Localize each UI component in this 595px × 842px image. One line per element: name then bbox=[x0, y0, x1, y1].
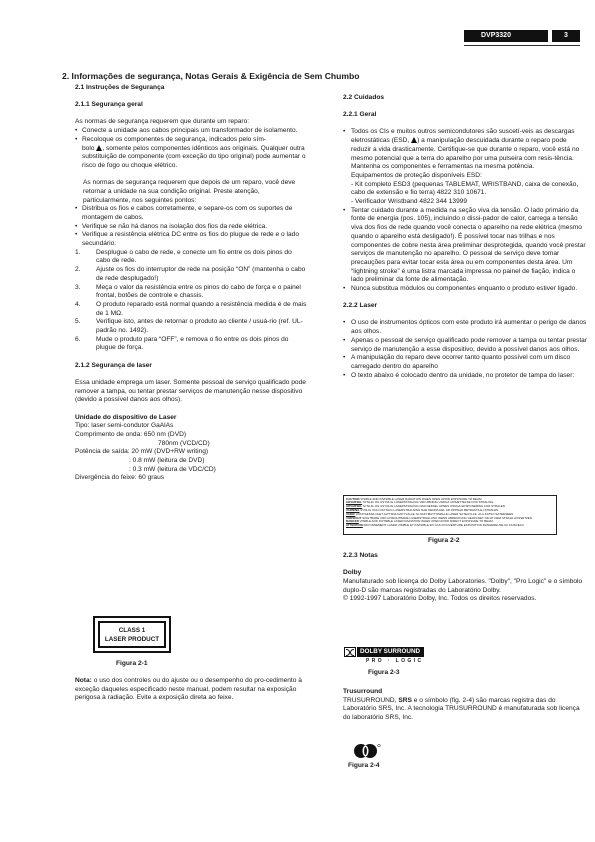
list-item: • Nunca substitua módulos ou componentes enquanto o produto estiver ligado. bbox=[343, 285, 588, 294]
laser-warning-label bbox=[343, 495, 557, 535]
warning-line: ATTENTION RAYONNEMENT LASER VISIBLE ET INVISIBLE EN CAS D'OUVERTURE EXPOSITION DANGEREUSE AU FAISCEAU bbox=[346, 524, 524, 528]
warning-line: VORSICHT SICHTBARE UND UNSICHTBARE LASERSTRAHLUNG WENN ABDECKUNG GEÖFFNET NICHT DEM STRAHL AUSSETZEN bbox=[346, 516, 532, 520]
double-d-icon bbox=[344, 647, 356, 657]
heading-2-1-1: 2.1.1 Segurança geral bbox=[75, 101, 143, 109]
spec-line: : 0.3 mW (leitura de VDC/CD) bbox=[129, 465, 216, 473]
warning-line: VARO! AVATTAESSA OLET ALTTIINA NÄKYVÄLLE JA NÄKYMÄTTÖMÄLLE LASER SÄTEILYLLE. ÄLÄ KATSO SÄTEESEEN bbox=[346, 512, 514, 516]
right-column bbox=[343, 94, 588, 380]
list-item: • Apenas o pessoal de serviço qualificado pode remover a tampa ou tentar prestar serviço de manutenção a esse dispositivo, devido a possível danos aos olhos. bbox=[343, 337, 588, 354]
heading-2-2-2: 2.2.2 Laser bbox=[343, 302, 378, 310]
spec-line: : 0.8 mW (leitura de DVD) bbox=[129, 457, 205, 465]
paragraph: - Kit completo ESD3 (pequenas TABLEMAT, WRISTBAND, caixa de conexão, cabo de extensão e fio terra) 4822 310 10671. bbox=[351, 180, 579, 197]
trusurround-heading: Trusurround bbox=[343, 688, 383, 695]
paragraph: Manufaturado sob licença do Dolby Laboratories. "Dolby", "Pro Logic" e o símbolo duplo-D são marcas registradas do Laboratório Dolby. bbox=[343, 577, 583, 594]
list-item: • Tentar cuidado durante a medida na seção viva da tensão. O lado primário da fonte de energia (pos. 105), incluindo o dissi-pador de calor, carrega a tensão viva dos fios de rede quando você conecta o aparelho na rede elétrica (mesmo quando o aparelho está desligado!). É possível tocar nas trilhas e nos componentes de cobre nesta área preliminar desprotegida, quando você prestar serviços de manutenção no aparelho. O pessoal de serviço deve tomar precauções para evitar tocar esta área ou em componentes desta área. Um “lightning stroke” é uma listra marcada impressa no painel de fiação, indica o lado preliminar da fonte de alimentação. bbox=[343, 207, 588, 285]
list-item: • Verifique a resistência elétrica DC entre os fios do plugue de rede e o lado secundário: bbox=[75, 231, 307, 248]
paragraph: As normas de segurança requerem que depois de um reparo, você deve retornar a unidade na sua condição original. Preste atenção, particularmente, nos seguintes pontos: bbox=[83, 179, 296, 204]
spec-line: Tipo: laser semi-condutor GaAlAs bbox=[75, 422, 174, 430]
figure-caption: Figura 2-4 bbox=[348, 762, 380, 769]
list-item: • Verifique se não há danos na isolação dos fios da rede elétrica. bbox=[75, 223, 307, 232]
spec-line: 780nm (VCD/CD) bbox=[158, 439, 210, 447]
steps-list bbox=[75, 249, 307, 353]
warning-line: ADVARSEL SYNLIG OG USYNLIG LASERSTRÅLING VED ÅBNING UNDGÅ UDSÆTTELSE FOR STRÅLING bbox=[346, 501, 494, 505]
paragraph: - Verificador Wristband 4822 344 13999 bbox=[351, 198, 468, 206]
trusurround-section bbox=[343, 688, 588, 723]
step-item: 4. O produto reparado está normal quando a resistência medida é de mais de 1 MΩ. bbox=[75, 300, 307, 317]
list-item: • Conecte a unidade aos cabos principais um transformador de isolamento. bbox=[75, 127, 307, 136]
spec-line: Divergência do feixe: 60 graus bbox=[75, 474, 165, 482]
note-paragraph: Nota: o uso dos controles ou do ajuste ou o desempenho do pro-cedimento à exceção daqueles especificado neste manual, podem resultar na exposição perigosa à radiação. Evite a exposição direta ao feixe. bbox=[75, 677, 302, 702]
heading-2-1-2: 2.1.2 Segurança de laser bbox=[75, 361, 152, 369]
dolby-surround-logo: DOLBY SURROUND PRO · LOGIC bbox=[344, 647, 432, 667]
paragraph: Essa unidade emprega um laser. Somente pessoal de serviço qualificado pode remover a tampa, ou tentar prestar serviços de manutenção nesse dispositivo (devido a possível danos aos olhos). bbox=[75, 378, 306, 404]
list-item: • Distribua os fios e cabos corretamente, e separe-os com os suportes de montagem de cabos. bbox=[75, 205, 307, 222]
section-title: 2. Informações de segurança, Notas Gerais & Exigência de Sem Chumbo bbox=[62, 71, 360, 81]
paragraph: Equipamentos de proteção disponíveis ESD: bbox=[351, 171, 482, 179]
warning-line: CAUTION VISIBLE AND INVISIBLE LASER RADIATION WHEN OPEN AVOID EXPOSURE TO BEAM bbox=[346, 497, 482, 501]
list-item: • A manipulação do reparo deve ocorrer tanto quanto possível com um disco carregado dentro do aparelho bbox=[343, 354, 588, 371]
list-item: • O texto abaixo é colocado dentro da unidade, no protetor de tampa do laser: bbox=[343, 372, 588, 381]
warning-line: VARNING SYNLIG OCH OSYNLIG LASERSTRÅLNING NÄR DENNA DEL ÄR ÖPPNAD BETRAKTA EJ STRÅLEN bbox=[346, 508, 499, 512]
warning-line: DANGER VISIBLE AND INVISIBLE LASER RADIATION WHEN OPEN AVOID DIRECT EXPOSURE TO BEAM bbox=[346, 520, 493, 524]
dolby-heading: Dolby bbox=[343, 569, 362, 577]
paragraph: © 1992-1997 Laboratório Dolby, Inc. Todos os direitos reservados. bbox=[343, 595, 537, 603]
spec-line: Potência de saída: 20 mW (DVD+RW writing) bbox=[75, 448, 209, 456]
paragraph: TRUSURROUND, SRS e o símbolo (fig. 2-4) são marcas registra das do Laboratório SRS, Inc. A tecnologia TRUSURROUND é manufaturada sob licença do laboratório SRS, Inc. bbox=[343, 696, 580, 722]
heading-2-2-1: 2.2.1 Geral bbox=[343, 111, 377, 119]
step-item: 5. Verifique isto, antes de retornar o produto ao cliente / usuá-rio (ref. UL- padrão no. 1492). bbox=[75, 318, 303, 335]
header-model: DVP3320 bbox=[464, 30, 548, 42]
spec-line: Comprimento de onda: 650 nm (DVD) bbox=[75, 430, 187, 438]
list-item: • Todos os CIs e muitos outros semicondutores são suscetí-veis as descargas eletrostáticas (ESD, ) a manipulação descuidada durante o reparo pode reduzir a vida drasticamente. Certifique-se que durante o reparo, você está no mesmo potencial que a terra do aparelho por uma pulseira com resis-tência. Mantenha os componentes e ferramentas na mesma potência. bbox=[343, 128, 588, 172]
list-item: • Recoloque os componentes de segurança, indicados pelo sím- bolo , somente pelos componentes idênticos aos originais. Qualquer outra substituição de componente (com exceção do tipo original) pode aumentar o risco de fogo ou choque elétrico. bbox=[75, 136, 307, 171]
step-item: 3. Meça o valor da resistência entre os pinos do cabo de força e o painel frontal, botões de controle e chassis. bbox=[75, 283, 301, 300]
heading-2-2: 2.2 Cuidados bbox=[343, 94, 385, 101]
figure-caption: Figura 2-2 bbox=[428, 537, 460, 544]
srs-logo-icon bbox=[353, 743, 381, 759]
laser-unit-heading: Unidade do dispositivo de Laser bbox=[75, 413, 177, 421]
heading-2-1: 2.1 Instruções de Segurança bbox=[75, 84, 165, 91]
step-item: 6. Mude o produto para “OFF”, e remova o fio entre os dois pinos do plugue de força. bbox=[75, 335, 289, 352]
laser-class-label: CLASS 1 LASER PRODUCT bbox=[98, 621, 166, 648]
heading-2-2-3: 2.2.3 Notas bbox=[343, 552, 378, 559]
list-item: • O uso de instrumentos ópticos com este produto irá aumentar o perigo de danos aos olhos. bbox=[343, 319, 588, 336]
header-divider bbox=[464, 45, 580, 46]
warning-line: ADVARSEL SYNLIG OG USYNLIG LASERSTRÅLING NÅR DEKSEL ÅPNES UNNGÅ EKSPONERING FOR STRÅLEN bbox=[346, 505, 505, 509]
left-column bbox=[75, 84, 307, 483]
notes-section bbox=[343, 552, 588, 604]
header-page-number: 3 bbox=[552, 30, 580, 42]
step-item: 1. Desplugue o cabo de rede, e conecte um fio entre os dois pinos do cabo de rede. bbox=[75, 248, 292, 265]
step-item: 2. Ajuste os fios do interruptor de rede na posição “ON” (mantenha o cabo de rede desplugado!) bbox=[75, 266, 306, 282]
paragraph: As normas de segurança requerem que durante um reparo: bbox=[75, 118, 250, 126]
figure-caption: Figura 2-3 bbox=[368, 669, 400, 676]
figure-caption: Figura 2-1 bbox=[116, 660, 148, 667]
